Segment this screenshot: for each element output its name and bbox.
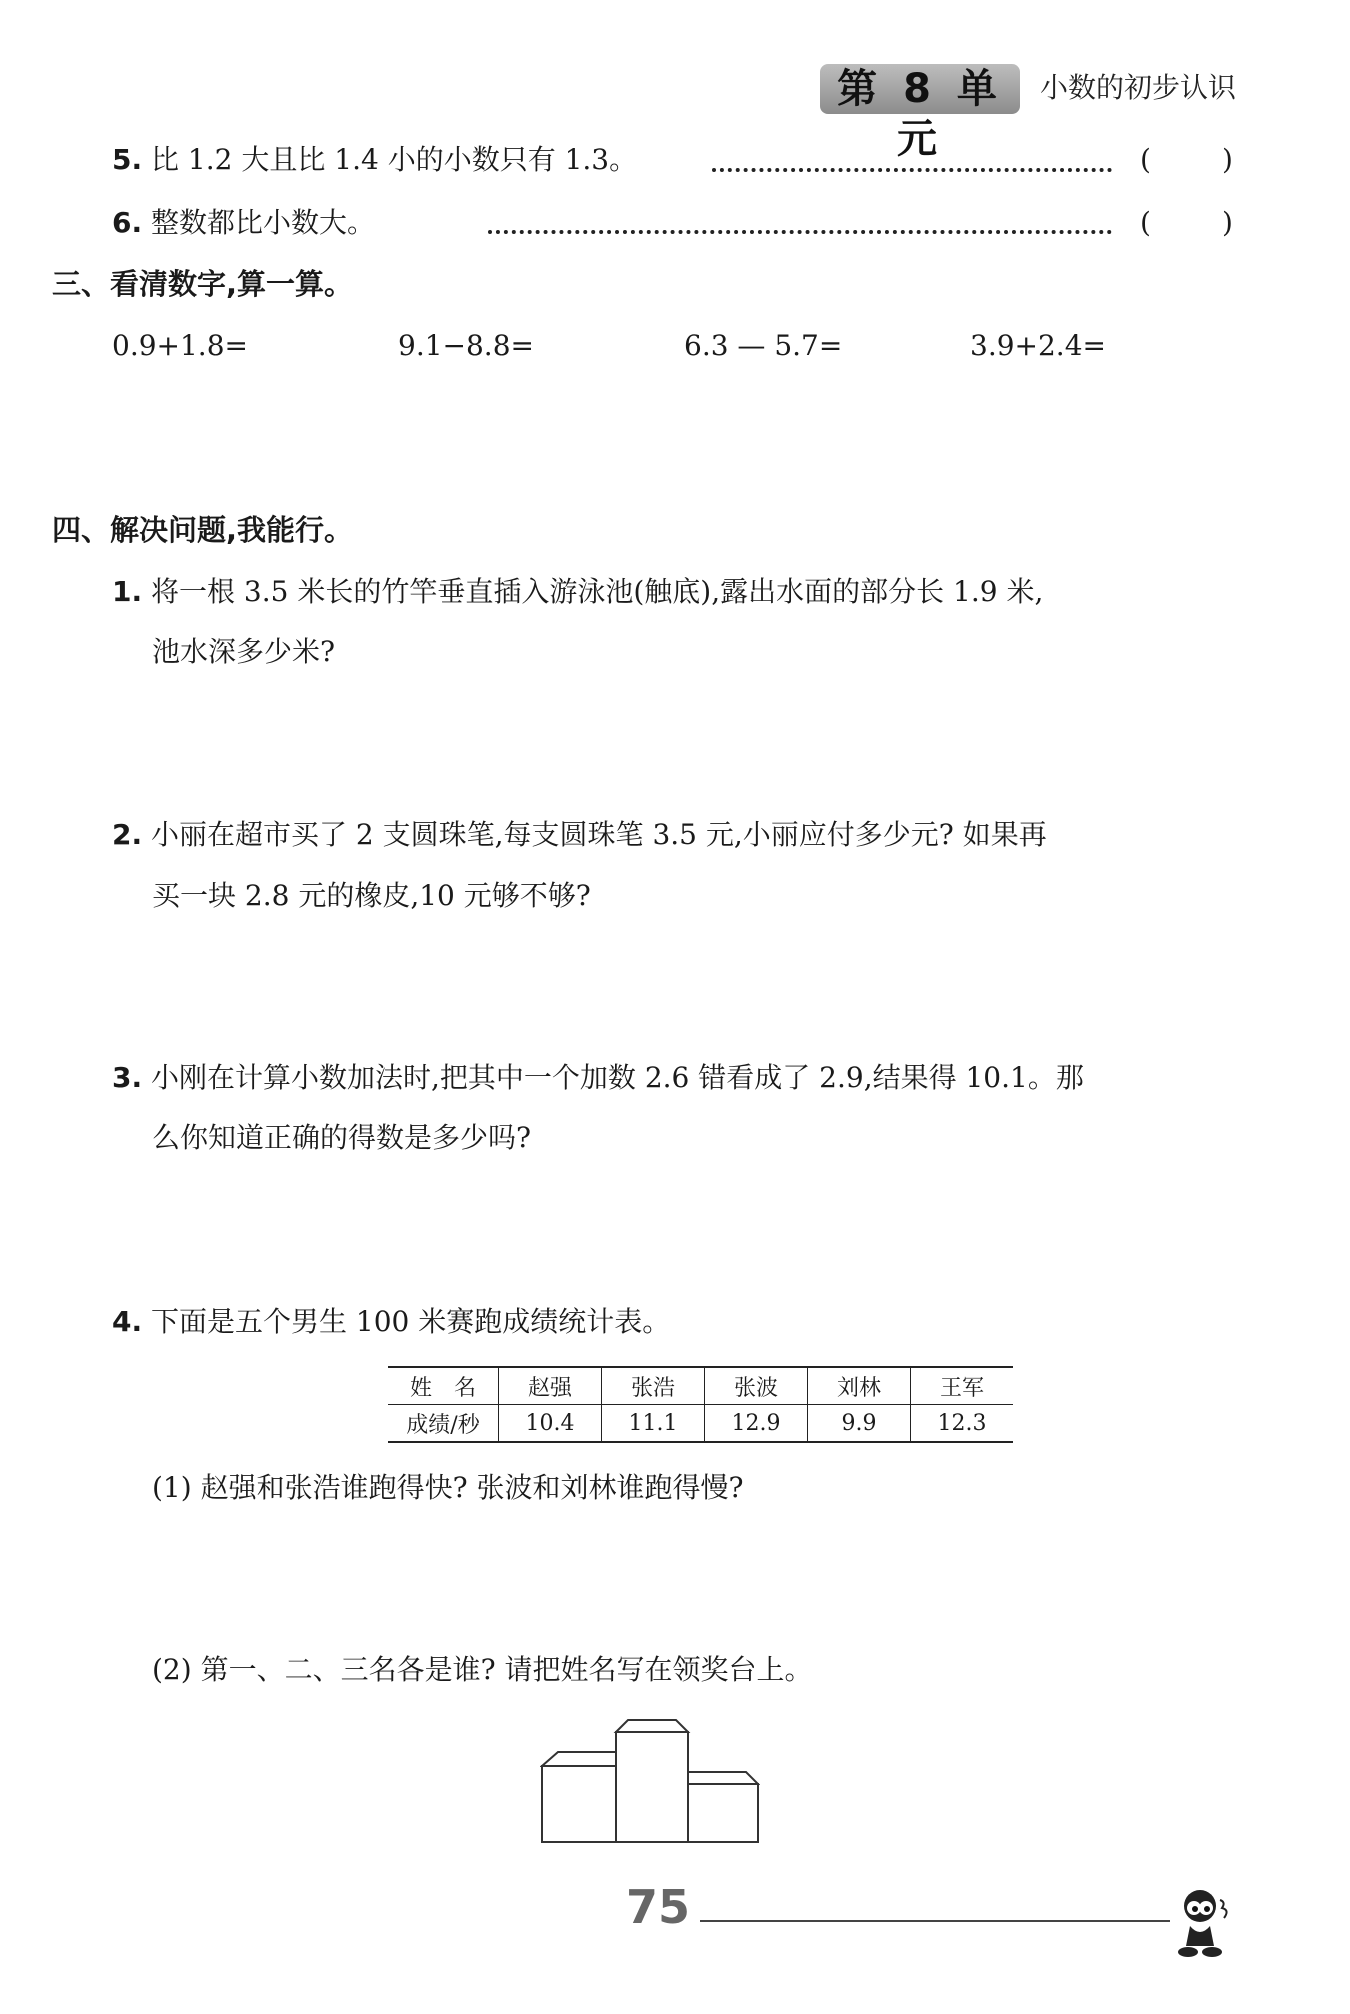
item-number: 2. [112, 818, 143, 851]
item-text: 整数都比小数大。 [151, 206, 376, 239]
judge-item-5 [112, 140, 637, 180]
question-text: 小丽在超市买了 2 支圆珠笔,每支圆珠笔 3.5 元,小丽应付多少元? 如果再 [151, 818, 1047, 851]
table-cell: 12.3 [911, 1405, 1014, 1443]
sub-question-1: (1) 赵强和张浩谁跑得快? 张波和刘林谁跑得慢? [152, 1471, 744, 1504]
table-cell: 10.4 [499, 1405, 602, 1443]
table-cell: 王军 [911, 1367, 1014, 1405]
item-number: 6. [112, 206, 143, 239]
page-number: 75 [626, 1880, 691, 1934]
item-number: 3. [112, 1061, 143, 1094]
podium-right-step [688, 1784, 758, 1842]
table-cell: 9.9 [808, 1405, 911, 1443]
calc-item: 3.9+2.4= [970, 329, 1106, 362]
answer-paren-close: ) [1222, 206, 1233, 239]
podium-top-right-face [688, 1772, 758, 1784]
question-text: 小刚在计算小数加法时,把其中一个加数 2.6 错看成了 2.9,结果得 10.1。那 [151, 1061, 1084, 1094]
table-cell: 赵强 [499, 1367, 602, 1405]
podium-diagram [540, 1716, 760, 1846]
answer-paren-open: ( [1140, 206, 1151, 239]
podium-left-step [542, 1766, 616, 1842]
table-cell: 张波 [705, 1367, 808, 1405]
calc-item: 0.9+1.8= [112, 329, 248, 362]
question-text: 将一根 3.5 米长的竹竿垂直插入游泳池(触底),露出水面的部分长 1.9 米, [151, 575, 1044, 608]
item-number: 1. [112, 575, 143, 608]
table-header-cell: 成绩/秒 [388, 1405, 499, 1443]
unit-subtitle: 小数的初步认识 [1040, 71, 1237, 104]
question-1 [112, 572, 1043, 612]
dotted-leader [488, 230, 1112, 234]
podium-center-step [616, 1732, 688, 1842]
table-cell: 张浩 [602, 1367, 705, 1405]
question-2-line-2: 买一块 2.8 元的橡皮,10 元够不够? [152, 879, 591, 912]
table-cell: 刘林 [808, 1367, 911, 1405]
item-number: 4. [112, 1305, 143, 1338]
footer-rule [700, 1920, 1170, 1922]
judge-item-6 [112, 203, 375, 243]
calc-item: 9.1−8.8= [398, 329, 534, 362]
table-cell: 11.1 [602, 1405, 705, 1443]
section-4-title: 四、解决问题,我能行。 [52, 513, 354, 547]
table-row [388, 1405, 1013, 1443]
item-number: 5. [112, 143, 143, 176]
table-cell: 12.9 [705, 1405, 808, 1443]
unit-badge: 第 8 单元 [820, 64, 1020, 114]
mascot-icon [1170, 1880, 1240, 1960]
answer-paren-open: ( [1140, 143, 1151, 176]
item-text: 比 1.2 大且比 1.4 小的小数只有 1.3。 [151, 143, 638, 176]
question-4 [112, 1302, 670, 1342]
question-3 [112, 1058, 1084, 1098]
question-2 [112, 815, 1047, 855]
question-text: 下面是五个男生 100 米赛跑成绩统计表。 [151, 1305, 671, 1338]
dotted-leader [712, 168, 1112, 172]
answer-paren-close: ) [1222, 143, 1233, 176]
score-table [388, 1366, 1013, 1443]
table-row [388, 1367, 1013, 1405]
section-3-title: 三、看清数字,算一算。 [52, 267, 354, 301]
sub-question-2: (2) 第一、二、三名各是谁? 请把姓名写在领奖台上。 [152, 1653, 813, 1686]
calc-item: 6.3 — 5.7= [684, 329, 843, 362]
question-3-line-2: 么你知道正确的得数是多少吗? [152, 1121, 532, 1154]
podium-top-left-face [542, 1752, 616, 1766]
podium-top-center-face [616, 1720, 688, 1732]
table-header-cell: 姓 名 [388, 1367, 499, 1405]
question-1-line-2: 池水深多少米? [152, 635, 336, 668]
